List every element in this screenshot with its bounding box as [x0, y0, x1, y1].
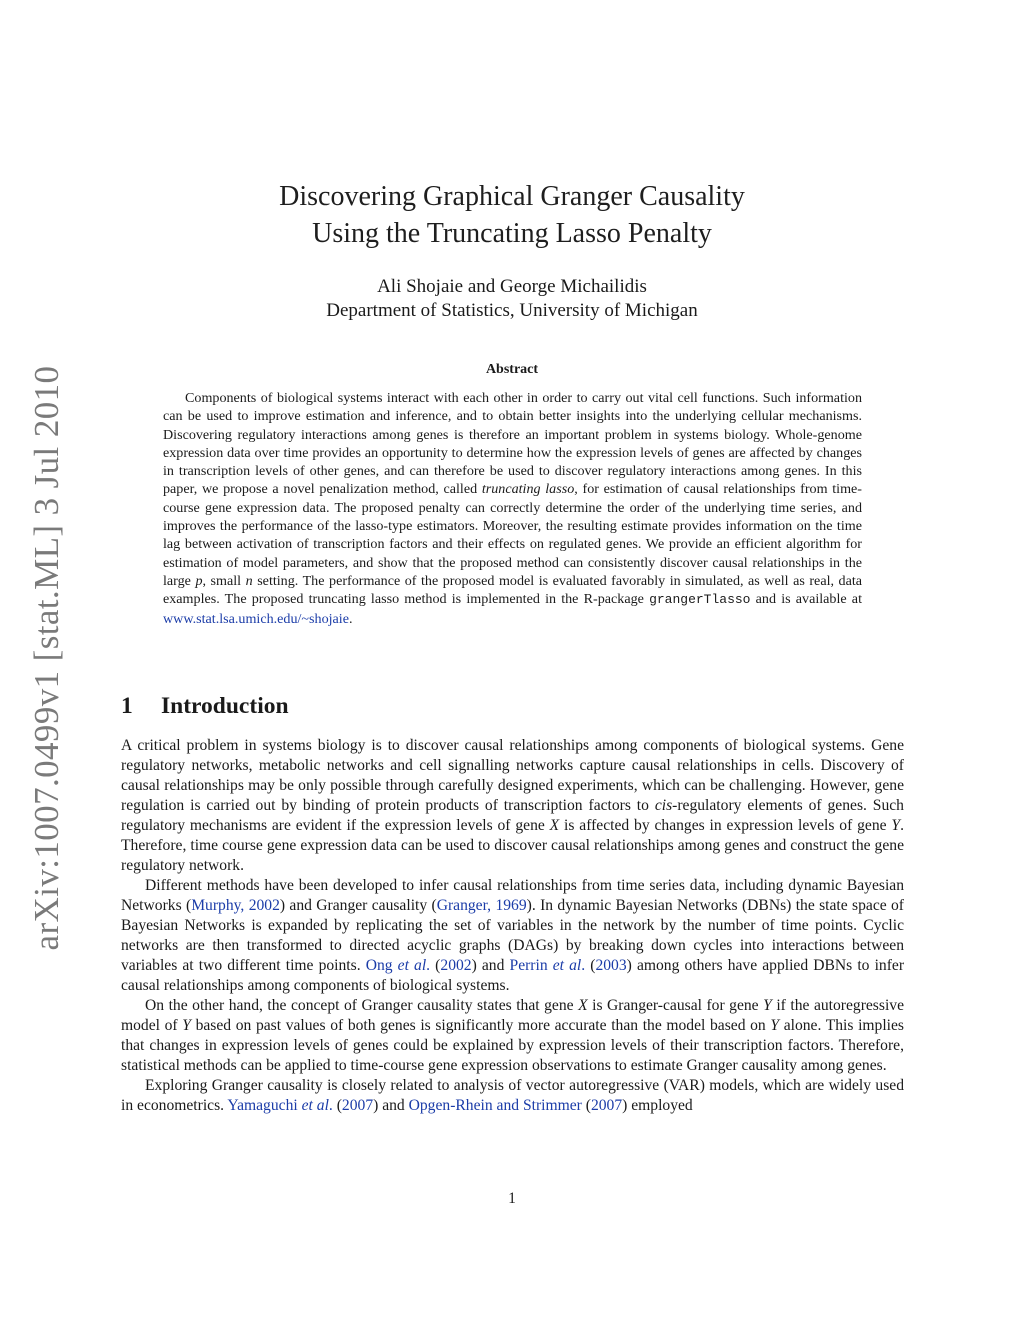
citation-opgen-rhein-year[interactable]: 2007 [590, 1097, 623, 1114]
title-line-2: Using the Truncating Lasso Penalty [312, 218, 712, 249]
arxiv-identifier [27, 365, 67, 950]
citation-murphy[interactable]: Murphy, 2002 [191, 897, 280, 914]
citation-ong-year[interactable]: 2002 [440, 957, 472, 974]
citation-perrin-year[interactable]: 2003 [595, 957, 627, 974]
abstract-em-term: truncating lasso [481, 481, 575, 498]
author-block [0, 275, 1024, 323]
introduction-body [121, 736, 904, 1116]
paper-title [0, 178, 1024, 252]
arxiv-identifier-text: arXiv:1007.0499v1 [stat.ML] 3 Jul 2010 [27, 365, 66, 950]
citation-perrin[interactable]: Perrin et al. [509, 957, 586, 974]
author-names: Ali Shojaie and George Michailidis [377, 276, 647, 297]
citation-yamaguchi-year[interactable]: 2007 [341, 1097, 374, 1114]
page-number: 1 [508, 1190, 516, 1207]
paragraph-4: Exploring Granger causality is closely related to analysis of vector autoregressive (VAR) models, which are widely used in econometrics. Yamaguchi et al. (2007) and Opgen-Rhein and Strimmer (2007) employed [121, 1077, 904, 1114]
section-title: Introduction [161, 693, 289, 719]
package-name: grangerTlasso [649, 592, 751, 608]
abstract-text: Components of biological systems interact with each other in order to carry out vital cell functions. Such information can be used to improve estimation and inference, and to obtain better insights into the underlying cellular mechanisms. Discovering regulatory interactions among genes is therefore an important problem in systems biology. Whole-genome expression data over time provides an opportunity to determine how the expression levels of genes are affected by changes in transcription levels of other genes, and can therefore be used to discover regulatory interactions among genes. In this paper, we propose a novel penalization method, called truncating lasso, for estimation of causal relationships from time-course gene expression data. The proposed penalty can correctly determine the order of the underlying time series, and improves the performance of the lasso-type estimators. Moreover, the resulting estimate provides information on the time lag between activation of transcription factors and their effects on regulated genes. We provide an efficient algorithm for estimation of model parameters, and show that the proposed method can consistently discover causal relationships in the large p, small n setting. The performance of the proposed model is evaluated favorably in simulated, as well as real, data examples. The proposed truncating lasso method is implemented in the R-package grangerTlasso and is available at www.stat.lsa.umich.edu/~shojaie. [163, 390, 863, 627]
paragraph-3: On the other hand, the concept of Granger causality states that gene X is Granger-causal for gene Y if the autoregressive model of Y based on past values of both genes is significantly more accurate than the model based on Y alone. This implies that changes in expression levels of genes could be explained by expression levels of their transcription factors. Therefore, statistical methods can be applied to time-course gene expression observations to estimate Granger causality among genes. [121, 997, 905, 1074]
citation-opgen-rhein[interactable]: Opgen-Rhein and Strimmer [408, 1097, 582, 1114]
title-line-1: Discovering Graphical Granger Causality [279, 181, 745, 212]
author-url-link[interactable]: www.stat.lsa.umich.edu/~shojaie [163, 610, 349, 627]
abstract-heading: Abstract [485, 362, 539, 377]
author-affiliation: Department of Statistics, University of Michigan [326, 300, 698, 321]
section-number: 1 [121, 693, 133, 719]
citation-yamaguchi[interactable]: Yamaguchi et al. [227, 1097, 333, 1114]
section-heading [121, 692, 289, 720]
paragraph-1: A critical problem in systems biology is to discover causal relationships among components of biological systems. Gene regulatory networks, metabolic networks and cell signalling networks capture causal relationships in cells. Discovery of causal relationships may be only possible through carefully designed experiments, which can be challenging. However, gene regulation is carried out by binding of protein products of transcription factors to cis-regulatory elements of genes. Such regulatory mechanisms are evident if the expression levels of gene X is affected by changes in expression levels of gene Y. Therefore, time course gene expression data can be used to discover causal relationships among genes and construct the gene regulatory network. [121, 737, 904, 874]
citation-granger[interactable]: Granger, 1969 [436, 897, 527, 914]
citation-ong[interactable]: Ong et al. [365, 957, 431, 974]
paragraph-2: Different methods have been developed to infer causal relationships from time series data, including dynamic Bayesian Networks (Murphy, 2002) and Granger causality (Granger, 1969). In dynamic Bayesian Networks (DBNs) the state space of Bayesian Networks is expanded by replicating the set of variables in the network by the number of time points. Cyclic networks are then transformed to directed acyclic graphs (DAGs) by breaking down cycles into interactions between variables at two different time points. Ong et al. (2002) and Perrin et al. (2003) among others have applied DBNs to infer causal relationships among components of biological systems. [121, 877, 905, 994]
